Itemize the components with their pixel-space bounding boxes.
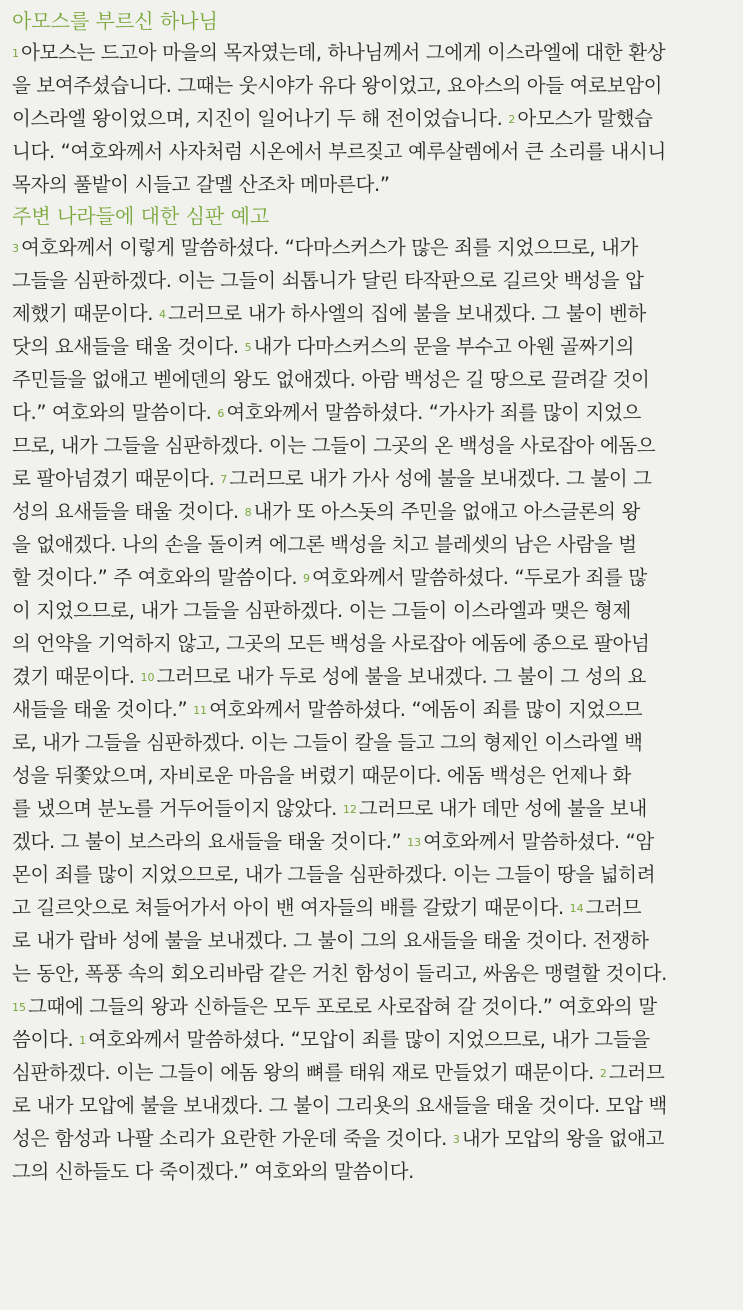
- verse-text: 주민들을 없애고 벧에덴의 왕도 없애겠다. 아람 백성은 길 땅으로 끌려갈 것이: [12, 368, 650, 391]
- verse-text: 이 지었으므로, 내가 그들을 심판하겠다. 이는 그들이 이스라엘과 맺은 형제: [12, 599, 631, 622]
- verse-text: 의 언약을 기억하지 않고, 그곳의 모든 백성을 사로잡아 에돔에 종으로 팔아넘: [12, 632, 650, 655]
- verse-text: 닷의 요새들을 태울 것이다.: [12, 335, 239, 358]
- verse-number: 13: [407, 836, 422, 849]
- verse-text: 제했기 때문이다.: [12, 302, 154, 325]
- verse-text: 내가 모압의 왕을 없애고: [461, 1127, 665, 1150]
- verse-text: 로 내가 랍바 성에 불을 보내겠다. 그 불이 그의 요새들을 태울 것이다. 전쟁하: [12, 929, 649, 952]
- verse-text: 목자의 풀밭이 시들고 갈멜 산조차 메마른다.”: [12, 173, 390, 196]
- text-line: [12, 1122, 731, 1155]
- verse-text: 이스라엘 왕이었으며, 지진이 일어나기 두 해 전이었습니다.: [12, 107, 503, 130]
- verse-number: 1: [12, 47, 19, 60]
- text-line: [12, 135, 731, 168]
- verse-number: 6: [217, 407, 225, 420]
- verse-text: 그의 신하들도 다 죽이겠다.” 여호와의 말씀이다.: [12, 1160, 414, 1183]
- verse-text: 을 없애겠다. 나의 손을 돌이켜 에그론 백성을 치고 블레셋의 남은 사람을 벌: [12, 533, 637, 556]
- verse-text: 그러므로 내가 데만 성에 불을 보내: [358, 797, 647, 820]
- text-line: [12, 1023, 731, 1056]
- verse-text: 니다. “여호와께서 사자처럼 시온에서 부르짖고 예루살렘에서 큰 소리를 내시니: [12, 140, 666, 163]
- text-line: [12, 858, 731, 891]
- verse-number: 9: [303, 572, 311, 585]
- verse-text: 할 것이다.” 주 여호와의 말씀이다.: [12, 566, 298, 589]
- verse-number: 4: [158, 308, 166, 321]
- verse-text: 는 동안, 폭풍 속의 회오리바람 같은 거친 함성이 들리고, 싸움은 맹렬할 것이다.: [12, 962, 667, 985]
- verse-number: 14: [569, 902, 584, 915]
- verse-text: 그러므로 내가 두로 성에 불을 보내겠다. 그 불이 그 성의 요: [156, 665, 647, 688]
- text-line: [12, 627, 731, 660]
- text-line: [12, 561, 731, 594]
- text-line: [12, 168, 731, 201]
- text-line: [12, 759, 731, 792]
- verse-text: 그러므로 내가 가사 성에 불을 보내겠다. 그 불이 그: [229, 467, 652, 490]
- verse-text: 을 보여주셨습니다. 그때는 웃시야가 유다 왕이었고, 요아스의 아들 여로보암이: [12, 74, 663, 97]
- verse-number: 7: [220, 473, 228, 486]
- verse-text: 성은 함성과 나팔 소리가 요란한 가운데 죽을 것이다.: [12, 1127, 448, 1150]
- verse-text: 아모스는 드고아 마을의 목자였는데, 하나님께서 그에게 이스라엘에 대한 환상: [21, 41, 666, 64]
- verse-number: 3: [12, 242, 19, 255]
- verse-text: 로 팔아넘겼기 때문이다.: [12, 467, 215, 490]
- verse-text: 몬이 죄를 많이 지었으므로, 내가 그들을 심판하겠다. 이는 그들이 땅을 넓히려: [12, 863, 656, 886]
- verse-text: 고 길르앗으로 쳐들어가서 아이 밴 여자들의 배를 갈랐기 때문이다.: [12, 896, 564, 919]
- text-line: [12, 102, 731, 135]
- text-line: [12, 792, 731, 825]
- verse-text: 그러므: [585, 896, 642, 919]
- text-line: [12, 264, 731, 297]
- section-heading-amos-called: 아모스를 부르신 하나님: [12, 9, 218, 33]
- verse-text: 겠다. 그 불이 보스라의 요새들을 태울 것이다.”: [12, 830, 402, 853]
- verse-text: 겼기 때문이다.: [12, 665, 135, 688]
- text-line: [12, 594, 731, 627]
- text-line: [12, 330, 731, 363]
- verse-number: 2: [599, 1067, 607, 1080]
- verse-number: 11: [193, 704, 208, 717]
- verse-number: 2: [508, 113, 516, 126]
- verse-text: 씀이다.: [12, 1028, 74, 1051]
- verse-text: 내가 또 아스돗의 주민을 없애고 아스글론의 왕: [253, 500, 640, 523]
- text-line: [12, 69, 731, 102]
- verse-number: 10: [140, 671, 155, 684]
- verse-text: 여호와께서 말씀하셨다. “에돔이 죄를 많이 지었으므: [209, 698, 643, 721]
- section-body-amos-called: [12, 36, 731, 201]
- text-line: [12, 726, 731, 759]
- verse-text: 심판하겠다. 이는 그들이 에돔 왕의 뼈를 태워 재로 만들었기 때문이다.: [12, 1061, 594, 1084]
- text-line: [12, 297, 731, 330]
- text-line: [12, 495, 731, 528]
- verse-number: 8: [244, 506, 252, 519]
- text-line: [12, 660, 731, 693]
- verse-text: 아모스가 말했습: [517, 107, 653, 130]
- text-line: [12, 36, 731, 69]
- verse-text: 므로, 내가 그들을 심판하겠다. 이는 그들이 그곳의 온 백성을 사로잡아 에돔으: [12, 434, 656, 457]
- text-line: [12, 693, 731, 726]
- verse-text: 로, 내가 그들을 심판하겠다. 이는 그들이 칼을 들고 그의 형제인 이스라엘 백: [12, 731, 643, 754]
- text-line: [12, 429, 731, 462]
- section-heading-judgment-on-nations: 주변 나라들에 대한 심판 예고: [12, 204, 270, 228]
- verse-text: 여호와께서 말씀하셨다. “암: [423, 830, 654, 853]
- verse-text: 그때에 그들의 왕과 신하들은 모두 포로로 사로잡혀 갈 것이다.” 여호와의 말: [28, 995, 657, 1018]
- verse-text: 그들을 심판하겠다. 이는 그들이 쇠톱니가 달린 타작판으로 길르앗 백성을 압: [12, 269, 644, 292]
- text-line: [12, 891, 731, 924]
- verse-text: 성의 요새들을 태울 것이다.: [12, 500, 239, 523]
- text-line: [12, 462, 731, 495]
- verse-text: 다.” 여호와의 말씀이다.: [12, 401, 212, 424]
- text-line: [12, 957, 731, 990]
- text-line: [12, 1155, 731, 1188]
- verse-text: 새들을 태울 것이다.”: [12, 698, 188, 721]
- text-line: [12, 231, 731, 264]
- text-line: [12, 924, 731, 957]
- text-line: [12, 528, 731, 561]
- verse-text: 여호와께서 이렇게 말씀하셨다. “다마스커스가 많은 죄를 지었으므로, 내가: [21, 236, 638, 259]
- verse-text: 그러므: [608, 1061, 665, 1084]
- section-body-judgment-on-nations: [12, 231, 731, 1188]
- verse-text: 성을 뒤쫓았으며, 자비로운 마음을 버렸기 때문이다. 에돔 백성은 언제나 화: [12, 764, 631, 787]
- verse-text: 여호와께서 말씀하셨다. “두로가 죄를 많: [312, 566, 647, 589]
- text-line: [12, 990, 731, 1023]
- text-line: [12, 825, 731, 858]
- text-line: [12, 1089, 731, 1122]
- verse-text: 여호와께서 말씀하셨다. “가사가 죄를 많이 지었으: [226, 401, 641, 424]
- text-line: [12, 396, 731, 429]
- verse-text: 그러므로 내가 하사엘의 집에 불을 보내겠다. 그 불이 벤하: [167, 302, 646, 325]
- text-line: [12, 1056, 731, 1089]
- verse-number: 12: [342, 803, 357, 816]
- verse-number: 15: [12, 1001, 26, 1014]
- verse-number: 5: [244, 341, 252, 354]
- verse-text: 로 내가 모압에 불을 보내겠다. 그 불이 그리욧의 요새들을 태울 것이다. 모압 백: [12, 1094, 667, 1117]
- verse-number: 3: [452, 1133, 460, 1146]
- verse-text: 내가 다마스커스의 문을 부수고 아웬 골짜기의: [253, 335, 635, 358]
- verse-text: 를 냈으며 분노를 거두어들이지 않았다.: [12, 797, 338, 820]
- verse-text: 여호와께서 말씀하셨다. “모압이 죄를 많이 지었으므로, 내가 그들을: [88, 1028, 650, 1051]
- verse-number: 1: [79, 1034, 87, 1047]
- text-line: [12, 363, 731, 396]
